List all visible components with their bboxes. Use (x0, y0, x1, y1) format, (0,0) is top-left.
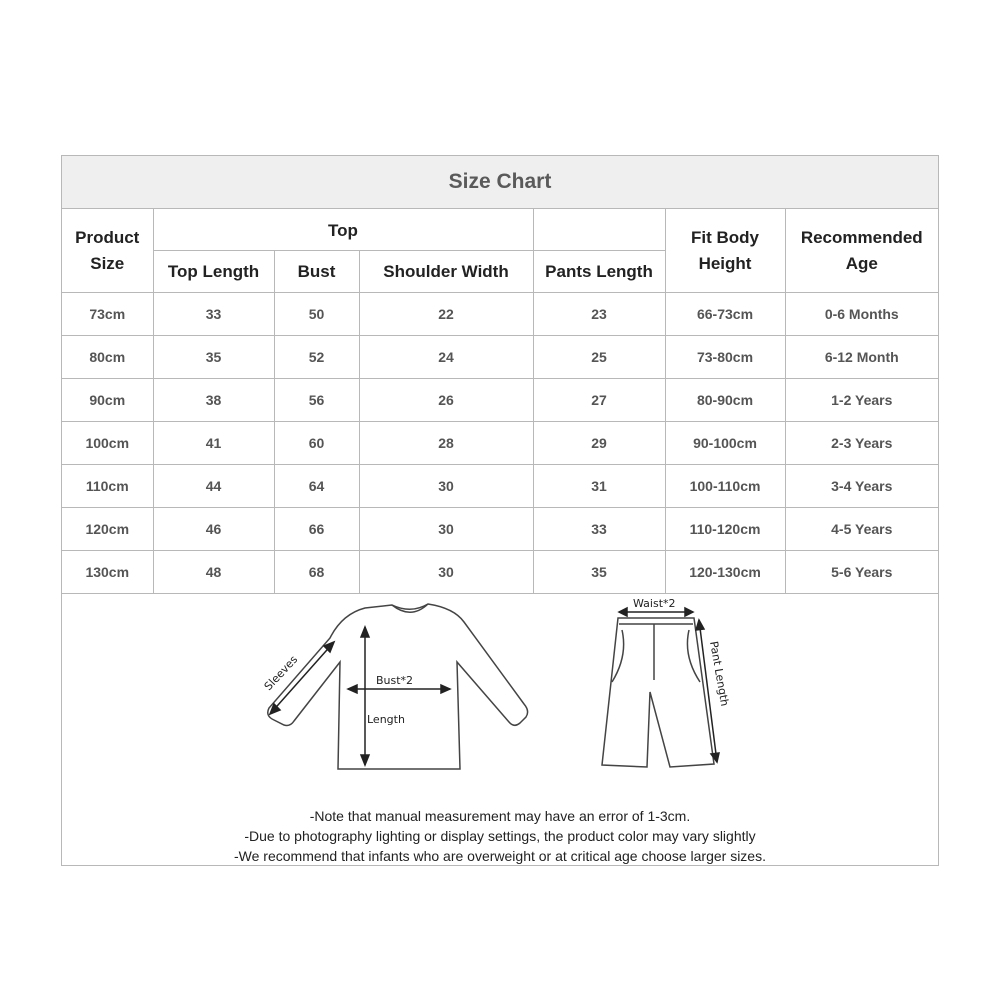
cell-age: 0-6 Months (785, 293, 938, 336)
header-top-length: Top Length (153, 251, 274, 293)
cell-size: 80cm (62, 336, 153, 379)
cell-pants: 31 (533, 465, 665, 508)
cell-size: 90cm (62, 379, 153, 422)
cell-height: 110-120cm (665, 508, 785, 551)
table-row (62, 465, 938, 508)
shirt-arrows (270, 627, 450, 765)
cell-pants: 35 (533, 551, 665, 594)
header-bust: Bust (274, 251, 359, 293)
label-length: Length (367, 713, 405, 726)
size-chart-title: Size Chart (62, 156, 938, 209)
pants-pocket-right (687, 630, 700, 682)
cell-size: 130cm (62, 551, 153, 594)
cell-size: 73cm (62, 293, 153, 336)
cell-age: 4-5 Years (785, 508, 938, 551)
cell-bust: 68 (274, 551, 359, 594)
cell-pants: 25 (533, 336, 665, 379)
cell-bust: 56 (274, 379, 359, 422)
cell-height: 90-100cm (665, 422, 785, 465)
cell-shoulder: 30 (359, 465, 533, 508)
cell-top-length: 35 (153, 336, 274, 379)
note-1: -Note that manual measurement may have an error of 1-3cm. (309, 808, 691, 824)
header-top-group: Top (153, 209, 533, 251)
cell-shoulder: 30 (359, 508, 533, 551)
cell-top-length: 44 (153, 465, 274, 508)
header-pants-length: Pants Length (533, 251, 665, 293)
note-3: -We recommend that infants who are overweight or at critical age choose larger sizes. (234, 848, 766, 864)
cell-size: 100cm (62, 422, 153, 465)
cell-height: 73-80cm (665, 336, 785, 379)
cell-top-length: 41 (153, 422, 274, 465)
garment-diagram (62, 592, 938, 792)
header-recommended-age: Recommended Age (785, 209, 938, 293)
size-chart-sheet (61, 155, 939, 866)
header-pants-blank (533, 209, 665, 251)
cell-top-length: 38 (153, 379, 274, 422)
cell-age: 3-4 Years (785, 465, 938, 508)
pants-outline (602, 618, 714, 767)
cell-height: 100-110cm (665, 465, 785, 508)
cell-shoulder: 24 (359, 336, 533, 379)
cell-shoulder: 30 (359, 551, 533, 594)
cell-height: 80-90cm (665, 379, 785, 422)
cell-bust: 64 (274, 465, 359, 508)
shirt-collar (392, 604, 428, 612)
notes (62, 806, 938, 866)
cell-top-length: 46 (153, 508, 274, 551)
cell-pants: 23 (533, 293, 665, 336)
cell-size: 120cm (62, 508, 153, 551)
cell-pants: 33 (533, 508, 665, 551)
cell-age: 2-3 Years (785, 422, 938, 465)
cell-bust: 50 (274, 293, 359, 336)
table-row (62, 379, 938, 422)
cell-size: 110cm (62, 465, 153, 508)
cell-age: 6-12 Month (785, 336, 938, 379)
cell-pants: 29 (533, 422, 665, 465)
table-row (62, 551, 938, 594)
header-shoulder-width: Shoulder Width (359, 251, 533, 293)
cell-top-length: 48 (153, 551, 274, 594)
header-product-size: Product Size (62, 209, 153, 293)
label-pant-length: Pant Length (707, 640, 732, 708)
cell-age: 1-2 Years (785, 379, 938, 422)
size-table (62, 208, 938, 594)
table-row (62, 336, 938, 379)
table-row (62, 293, 938, 336)
cell-pants: 27 (533, 379, 665, 422)
cell-height: 120-130cm (665, 551, 785, 594)
table-row (62, 422, 938, 465)
label-waist: Waist*2 (633, 597, 676, 610)
header-fit-body-height: Fit Body Height (665, 209, 785, 293)
cell-bust: 60 (274, 422, 359, 465)
cell-top-length: 33 (153, 293, 274, 336)
pants-arrows (619, 608, 719, 762)
note-2: -Due to photography lighting or display settings, the product color may vary slightly (244, 828, 756, 844)
cell-shoulder: 22 (359, 293, 533, 336)
cell-bust: 52 (274, 336, 359, 379)
table-row (62, 508, 938, 551)
cell-height: 66-73cm (665, 293, 785, 336)
cell-shoulder: 26 (359, 379, 533, 422)
cell-age: 5-6 Years (785, 551, 938, 594)
cell-bust: 66 (274, 508, 359, 551)
label-bust: Bust*2 (376, 674, 414, 687)
label-sleeves: Sleeves (261, 653, 301, 694)
pants-illustration (602, 618, 714, 767)
cell-shoulder: 28 (359, 422, 533, 465)
